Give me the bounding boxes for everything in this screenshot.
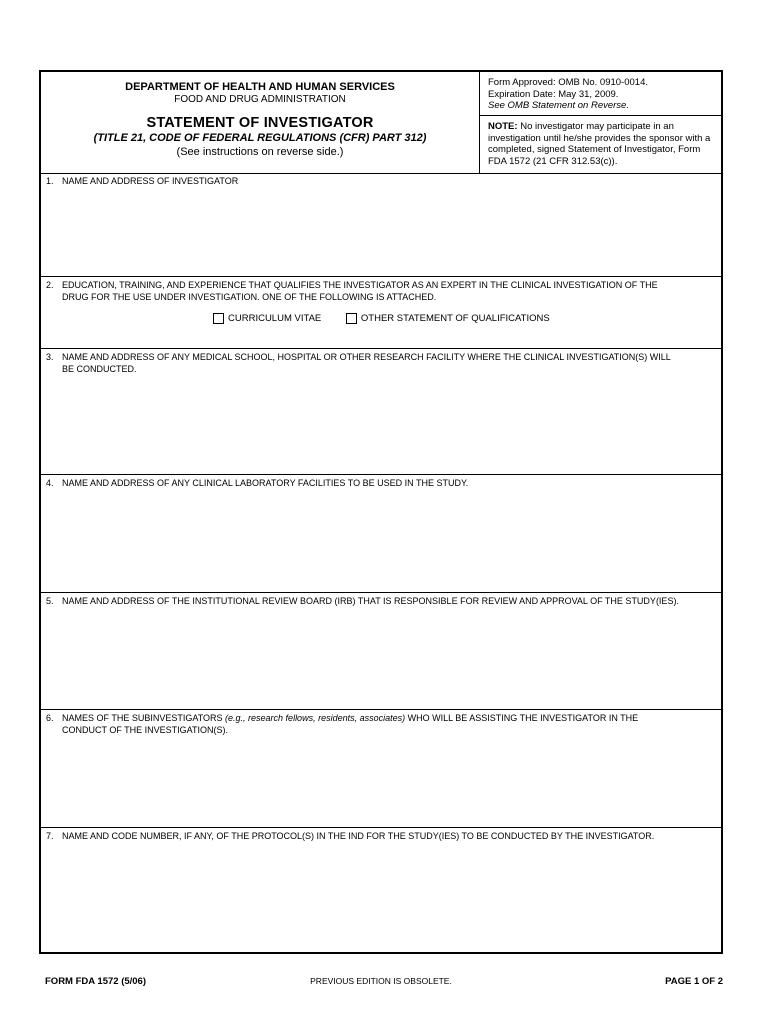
curriculum-vitae-option[interactable] <box>213 313 321 324</box>
section-5-irb[interactable] <box>41 593 721 710</box>
omb-block <box>480 72 721 116</box>
form-title: STATEMENT OF INVESTIGATOR <box>146 115 374 131</box>
section-2-qualifications <box>41 277 721 349</box>
page-number: PAGE 1 OF 2 <box>665 976 723 987</box>
note-block <box>480 116 721 167</box>
omb-see-statement: See OMB Statement on Reverse. <box>488 100 629 111</box>
agency-name: FOOD AND DRUG ADMINISTRATION <box>174 94 346 105</box>
section-7-protocols[interactable] <box>41 828 721 952</box>
section-3-research-facility[interactable] <box>41 349 721 475</box>
section-6-subinvestigators[interactable] <box>41 710 721 828</box>
obsolete-notice: PREVIOUS EDITION IS OBSOLETE. <box>310 976 452 986</box>
section-3-label: 3. NAME AND ADDRESS OF ANY MEDICAL SCHOOL, HOSPITAL OR OTHER RESEARCH FACILITY WHERE THE CLINICAL INVESTIGATION(S) WILL BE CONDUCTED. <box>46 352 671 374</box>
header-title-block <box>41 72 479 173</box>
instructions-note: (See instructions on reverse side.) <box>176 146 344 158</box>
omb-approved: Form Approved: OMB No. 0910-0014. <box>488 77 648 88</box>
other-statement-option[interactable] <box>346 313 550 324</box>
other-statement-label: OTHER STATEMENT OF QUALIFICATIONS <box>360 313 550 324</box>
form-subtitle: (TITLE 21, CODE OF FEDERAL REGULATIONS (CFR) PART 312) <box>93 132 427 144</box>
other-statement-checkbox[interactable] <box>346 313 357 324</box>
form-number: FORM FDA 1572 (5/06) <box>45 976 147 987</box>
section-5-label: 5. NAME AND ADDRESS OF THE INSTITUTIONAL REVIEW BOARD (IRB) THAT IS RESPONSIBLE FOR REVIEW AND APPROVAL OF THE STUDY(IES). <box>46 596 679 606</box>
curriculum-vitae-checkbox[interactable] <box>213 313 224 324</box>
section-4-label: 4. NAME AND ADDRESS OF ANY CLINICAL LABORATORY FACILITIES TO BE USED IN THE STUDY. <box>46 478 469 488</box>
department-name: DEPARTMENT OF HEALTH AND HUMAN SERVICES <box>125 81 395 93</box>
section-7-label: 7. NAME AND CODE NUMBER, IF ANY, OF THE PROTOCOL(S) IN THE IND FOR THE STUDY(IES) TO BE CONDUCTED BY THE INVESTIGATOR. <box>46 831 655 841</box>
note-label: NOTE: <box>488 121 518 132</box>
section-4-laboratory[interactable] <box>41 475 721 593</box>
header-info-block <box>479 72 721 173</box>
fda-1572-form <box>39 70 723 954</box>
form-footer <box>39 976 723 990</box>
section-6-label: 6. NAMES OF THE SUBINVESTIGATORS (e.g., research fellows, residents, associates) WHO WILL BE ASSISTING THE INVESTIGATOR IN THE CONDUCT OF THE INVESTIGATION(S). <box>46 713 639 735</box>
qualification-checkboxes <box>213 313 572 327</box>
note-text: No investigator may participate in an investigation until he/she provides the sponsor with a completed, signed Statement of Investigator, Form FDA 1572 (21 CFR 312.53(c)). <box>488 121 711 167</box>
section-1-label: 1. NAME AND ADDRESS OF INVESTIGATOR <box>46 176 239 186</box>
form-header <box>41 72 721 174</box>
section-2-label: 2. EDUCATION, TRAINING, AND EXPERIENCE THAT QUALIFIES THE INVESTIGATOR AS AN EXPERT IN THE CLINICAL INVESTIGATION OF THE DRUG FOR THE USE UNDER INVESTIGATION. ONE OF THE FOLLOWING IS ATTACHED. <box>46 280 658 302</box>
omb-expiration: Expiration Date: May 31, 2009. <box>488 88 619 100</box>
section-1-investigator[interactable] <box>41 173 721 277</box>
curriculum-vitae-label: CURRICULUM VITAE <box>228 313 322 324</box>
